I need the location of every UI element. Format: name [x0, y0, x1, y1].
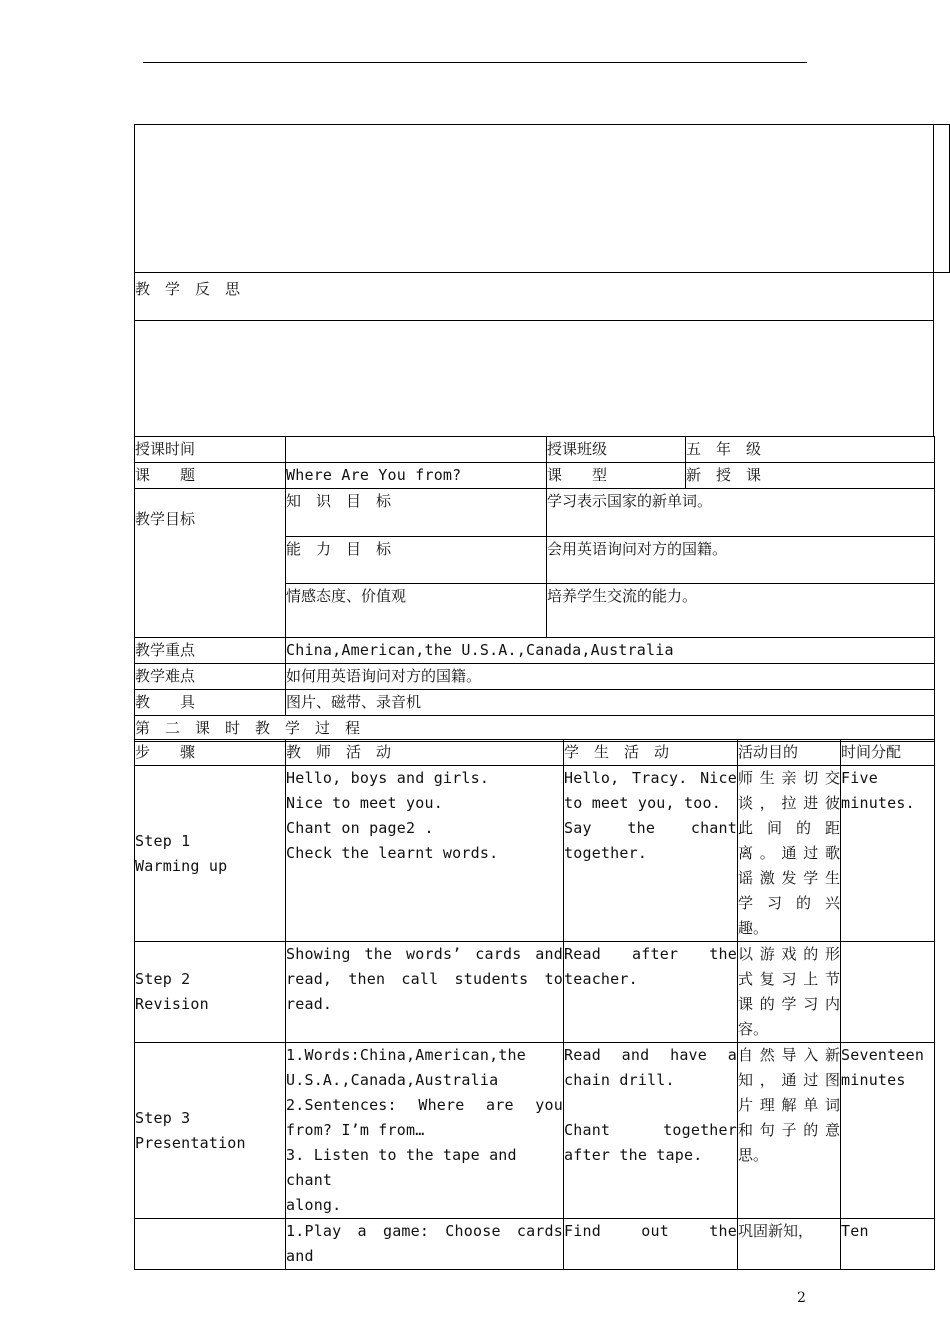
reflection-label: 教 学 反 思 — [135, 273, 934, 321]
purpose-line: 师生亲切交 — [738, 769, 840, 787]
student-line: chain drill. — [564, 1071, 675, 1089]
step-name: Step 3 — [135, 1108, 191, 1127]
reflection-content — [135, 321, 934, 437]
student-line: teacher. — [564, 970, 638, 988]
goal-ability-label: 能 力 目 标 — [286, 537, 547, 584]
purpose-line: 此间的距 — [738, 819, 840, 837]
difficulty-value: 如何用英语询问对方的国籍。 — [286, 664, 935, 690]
difficulty-label: 教学难点 — [135, 664, 286, 690]
time-line: minutes — [841, 1071, 906, 1089]
student-line: to meet you, too. — [564, 794, 721, 812]
step-name: Step 1 — [135, 831, 191, 850]
time-cell — [841, 766, 935, 942]
student-line: Find out the — [564, 1222, 737, 1240]
key-value: China,American,the U.S.A.,Canada,Australia — [286, 638, 935, 664]
student-line: Say the chant — [564, 819, 737, 837]
tools-value: 图片、磁带、录音机 — [286, 690, 935, 716]
student-line: Chant together — [564, 1121, 737, 1139]
step-cell — [135, 766, 286, 942]
goal-emotion-label: 情感态度、价值观 — [286, 584, 547, 638]
teacher-cell — [286, 1219, 564, 1270]
purpose-line: 式复习上节 — [738, 970, 840, 988]
col-header-time: 时间分配 — [841, 740, 935, 766]
purpose-line: 谈，拉进彼 — [738, 794, 840, 812]
teacher-cell — [286, 766, 564, 942]
col-header-step: 步 骤 — [135, 740, 286, 766]
student-line — [564, 1093, 737, 1118]
student-cell — [564, 1043, 738, 1219]
blank-cell — [135, 125, 934, 273]
col-header-purpose: 活动目的 — [738, 740, 841, 766]
purpose-line: 思。 — [738, 1146, 769, 1164]
purpose-line: 以游戏的形 — [738, 945, 840, 963]
teacher-line: U.S.A.,Canada,Australia — [286, 1071, 499, 1089]
process-title: 第 二 课 时 教 学 过 程 — [135, 716, 935, 742]
goal-knowledge-value: 学习表示国家的新单词。 — [547, 489, 935, 537]
page-number: 2 — [797, 1290, 806, 1306]
goal-knowledge-label: 知 识 目 标 — [286, 489, 547, 537]
purpose-cell — [738, 942, 841, 1043]
purpose-cell — [738, 766, 841, 942]
table-row — [135, 1219, 935, 1270]
time-value — [286, 437, 547, 463]
header-rule — [143, 62, 807, 63]
purpose-line: 和句子的意 — [738, 1121, 840, 1139]
right-edge-box — [933, 124, 950, 273]
step-title: Presentation — [135, 1133, 246, 1152]
teacher-line: from? I’m from… — [286, 1121, 425, 1139]
time-line: minutes. — [841, 794, 915, 812]
topic-label: 课 题 — [135, 463, 286, 489]
teacher-line: 1.Words:China,American,the — [286, 1046, 526, 1064]
purpose-cell — [738, 1219, 841, 1270]
time-line: Seventeen — [841, 1046, 925, 1064]
purpose-cell — [738, 1043, 841, 1219]
teacher-line: Nice to meet you. — [286, 794, 443, 812]
reflection-table — [134, 124, 934, 437]
purpose-line: 片理解单词 — [738, 1096, 840, 1114]
class-value: 五 年 级 — [686, 437, 935, 463]
time-line: Ten — [841, 1222, 869, 1240]
purpose-line: 谣激发学生 — [738, 869, 840, 887]
student-cell — [564, 1219, 738, 1270]
teacher-line: Check the learnt words. — [286, 844, 499, 862]
key-label: 教学重点 — [135, 638, 286, 664]
teacher-line: 3. Listen to the tape and chant — [286, 1146, 517, 1189]
lesson-info-table — [134, 436, 935, 742]
col-header-teacher: 教 师 活 动 — [286, 740, 564, 766]
teacher-line: 1.Play a game: Choose cards and — [286, 1222, 563, 1265]
teacher-line: read. — [286, 995, 333, 1013]
teacher-line: Showing the words’ cards and — [286, 945, 563, 963]
goal-emotion-value: 培养学生交流的能力。 — [547, 584, 935, 638]
student-cell — [564, 766, 738, 942]
teacher-line: 2.Sentences: Where are you — [286, 1096, 563, 1114]
time-label: 授课时间 — [135, 437, 286, 463]
time-cell — [841, 942, 935, 1043]
time-line: Five — [841, 769, 878, 787]
student-line: Hello, Tracy. Nice — [564, 769, 737, 787]
table-row — [135, 1043, 935, 1219]
purpose-line: 离。通过歌 — [738, 844, 840, 862]
purpose-line: 容。 — [738, 1020, 769, 1038]
student-line: together. — [564, 844, 648, 862]
time-cell — [841, 1043, 935, 1219]
purpose-line: 学习的兴 — [738, 894, 840, 912]
student-cell — [564, 942, 738, 1043]
time-cell — [841, 1219, 935, 1270]
purpose-line: 巩固新知， — [738, 1222, 814, 1240]
goal-ability-value: 会用英语询问对方的国籍。 — [547, 537, 935, 584]
table-row — [135, 766, 935, 942]
purpose-line: 知，通过图 — [738, 1071, 840, 1089]
step-cell — [135, 1043, 286, 1219]
table-row — [135, 942, 935, 1043]
step-title: Warming up — [135, 856, 228, 875]
step-name: Step 2 — [135, 970, 191, 988]
step-cell — [135, 1219, 286, 1270]
class-label: 授课班级 — [547, 437, 686, 463]
student-line: Read and have a — [564, 1046, 737, 1064]
teacher-cell — [286, 1043, 564, 1219]
step-cell — [135, 942, 286, 1043]
purpose-line: 趣。 — [738, 919, 769, 937]
type-value: 新 授 课 — [686, 463, 935, 489]
purpose-line: 课的学习内 — [738, 995, 840, 1013]
purpose-line: 自然导入新 — [738, 1046, 840, 1064]
goals-label: 教学目标 — [135, 489, 286, 638]
teacher-line: Hello, boys and girls. — [286, 769, 490, 787]
teacher-line: read, then call students to — [286, 970, 563, 988]
teacher-line: Chant on page2 . — [286, 819, 434, 837]
topic-value: Where Are You from? — [286, 463, 547, 489]
process-table — [134, 739, 935, 1270]
teacher-cell — [286, 942, 564, 1043]
student-line: Read after the — [564, 945, 737, 963]
type-label: 课 型 — [547, 463, 686, 489]
teacher-line: along. — [286, 1196, 342, 1214]
col-header-student: 学 生 活 动 — [564, 740, 738, 766]
step-title: Revision — [135, 995, 209, 1013]
tools-label: 教 具 — [135, 690, 286, 716]
student-line: after the tape. — [564, 1146, 703, 1164]
